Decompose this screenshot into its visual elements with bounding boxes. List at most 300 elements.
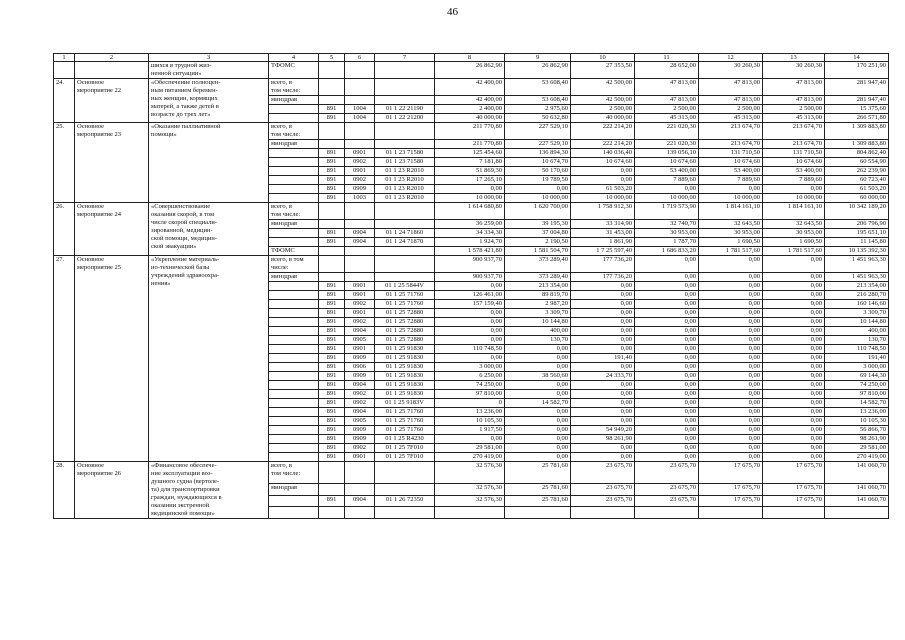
activity-description: «Обеспечение полноцен- ным питанием беремен- ных женщин, кормящих матерей, а также детей в возрасте до трех лет» <box>149 79 269 123</box>
year-value-cell: 0,00 <box>635 345 699 354</box>
year-value-cell: 0,00 <box>435 336 505 345</box>
year-value-cell: 2 975,60 <box>505 105 571 114</box>
year-value-cell: 2 987,20 <box>505 300 571 309</box>
grbs-code: 891 <box>319 194 345 203</box>
funding-source: всего, в том числе: <box>269 256 319 273</box>
funding-source <box>269 372 319 381</box>
funding-source <box>269 426 319 435</box>
year-value-cell: 42 400,00 <box>435 96 505 105</box>
year-value-cell: 130,70 <box>505 336 571 345</box>
year-value-cell: 40 000,00 <box>571 114 635 123</box>
table-header <box>54 54 889 62</box>
year-value-cell: 98 261,90 <box>571 435 635 444</box>
year-value-cell: 0,00 <box>571 336 635 345</box>
section-code <box>345 220 375 229</box>
grbs-code: 891 <box>319 435 345 444</box>
year-value-cell: 17 675,70 <box>699 462 763 484</box>
total-cell: 1 309 883,80 <box>825 123 889 140</box>
total-cell: 195 651,10 <box>825 229 889 238</box>
year-value-cell: 0,00 <box>571 282 635 291</box>
year-value-cell: 13 236,00 <box>435 408 505 417</box>
year-value-cell: 0,00 <box>699 453 763 462</box>
year-value-cell: 0,00 <box>699 291 763 300</box>
grbs-code: 891 <box>319 390 345 399</box>
year-value-cell: 0 <box>435 399 505 408</box>
year-value-cell: 39 195,30 <box>505 220 571 229</box>
year-value-cell: 23 675,70 <box>635 462 699 484</box>
target-article-code <box>375 256 435 273</box>
activity-description: «Оказание паллиативной помощи» <box>149 123 269 203</box>
section-code: 0902 <box>345 176 375 185</box>
year-value-cell: 50 170,60 <box>505 167 571 176</box>
year-value-cell: 17 675,70 <box>699 495 763 507</box>
funding-source <box>269 381 319 390</box>
year-value-cell: 0,00 <box>571 390 635 399</box>
total-cell: 3 309,70 <box>825 309 889 318</box>
total-cell: 160 146,60 <box>825 300 889 309</box>
year-value-cell: 0,00 <box>571 300 635 309</box>
section-code: 0901 <box>345 149 375 158</box>
year-value-cell: 1 781 517,60 <box>763 247 825 256</box>
year-value-cell: 213 674,70 <box>763 140 825 149</box>
year-value-cell: 131 710,50 <box>699 149 763 158</box>
year-value-cell: 10 674,60 <box>763 158 825 167</box>
year-value-cell: 0,00 <box>635 435 699 444</box>
section-code: 0909 <box>345 435 375 444</box>
year-value-cell: 1 690,50 <box>763 238 825 247</box>
year-value-cell: 17 675,70 <box>763 495 825 507</box>
funding-source: всего, в том числе: <box>269 79 319 96</box>
grbs-code <box>319 140 345 149</box>
grbs-code <box>319 484 345 496</box>
target-article-code: 01 1 25 R4230 <box>375 435 435 444</box>
year-value-cell: 0,00 <box>635 318 699 327</box>
year-value-cell: 0,00 <box>635 426 699 435</box>
year-value-cell: 33 314,90 <box>571 220 635 229</box>
grbs-code: 891 <box>319 114 345 123</box>
total-cell: 141 060,70 <box>825 462 889 484</box>
section-code: 0904 <box>345 408 375 417</box>
column-header-12: 12 <box>699 54 763 62</box>
year-value-cell: 17 265,10 <box>435 176 505 185</box>
year-value-cell: 53 400,00 <box>699 167 763 176</box>
year-value-cell: 1 620 700,00 <box>505 203 571 220</box>
year-value-cell: 0,00 <box>505 390 571 399</box>
section-code <box>345 484 375 496</box>
total-cell: 10 135 392,30 <box>825 247 889 256</box>
year-value-cell: 211 770,80 <box>435 123 505 140</box>
year-value-cell: 45 313,00 <box>635 114 699 123</box>
year-value-cell: 0,00 <box>505 444 571 453</box>
year-value-cell: 0,00 <box>505 345 571 354</box>
year-value-cell: 42 400,00 <box>435 79 505 96</box>
year-value-cell: 0,00 <box>699 336 763 345</box>
column-header-9: 9 <box>505 54 571 62</box>
year-value-cell: 0,00 <box>699 444 763 453</box>
year-value-cell: 32 643,50 <box>763 220 825 229</box>
row-number: 27. <box>54 256 75 462</box>
year-value-cell: 24 333,70 <box>571 372 635 381</box>
target-article-code: 01 1 25 91830 <box>375 363 435 372</box>
column-header-10: 10 <box>571 54 635 62</box>
year-value-cell: 0,00 <box>635 372 699 381</box>
year-value-cell: 0,00 <box>635 273 699 282</box>
year-value-cell: 0,00 <box>635 256 699 273</box>
funding-source <box>269 238 319 247</box>
year-value-cell: 222 214,20 <box>571 123 635 140</box>
total-cell: 270 419,00 <box>825 453 889 462</box>
year-value-cell: 0,00 <box>763 291 825 300</box>
activity-name: Основное мероприятие 22 <box>75 79 149 123</box>
activity-description: «Совершенствование оказания скорой, в том числе скорой специали- зированной, медицин- ской помощи, медицин- ской эвакуации» <box>149 203 269 256</box>
target-article-code <box>375 462 435 484</box>
grbs-code: 891 <box>319 158 345 167</box>
year-value-cell: 10 000,00 <box>699 194 763 203</box>
grbs-code: 891 <box>319 149 345 158</box>
year-value-cell: 0,00 <box>763 282 825 291</box>
year-value-cell: 0,00 <box>763 345 825 354</box>
target-article-code <box>375 79 435 96</box>
year-value-cell: 1 814 161,10 <box>763 203 825 220</box>
activity-description: шихся в трудной жиз- ненной ситуации» <box>149 62 269 79</box>
year-value-cell: 36 259,00 <box>435 220 505 229</box>
year-value-cell: 1 614 680,80 <box>435 203 505 220</box>
grbs-code <box>319 203 345 220</box>
year-value-cell: 51 869,30 <box>435 167 505 176</box>
year-value-cell: 1 581 504,70 <box>505 247 571 256</box>
year-value-cell: 0,00 <box>505 426 571 435</box>
year-value-cell: 211 770,80 <box>435 140 505 149</box>
target-article-code: 01 1 25 72880 <box>375 318 435 327</box>
year-value-cell <box>505 507 571 519</box>
funding-source: минздрав <box>269 484 319 496</box>
total-cell: 10 144,80 <box>825 318 889 327</box>
target-article-code: 01 1 25 71760 <box>375 426 435 435</box>
funding-source <box>269 453 319 462</box>
year-value-cell: 0,00 <box>635 408 699 417</box>
grbs-code <box>319 256 345 273</box>
grbs-code: 891 <box>319 336 345 345</box>
funding-source: всего, в том числе: <box>269 123 319 140</box>
grbs-code: 891 <box>319 309 345 318</box>
target-article-code <box>375 484 435 496</box>
grbs-code: 891 <box>319 229 345 238</box>
year-value-cell: 54 949,20 <box>571 426 635 435</box>
year-value-cell: 1 719 573,90 <box>635 203 699 220</box>
funding-source: минздрав <box>269 96 319 105</box>
year-value-cell: 0,00 <box>763 256 825 273</box>
year-value-cell: 45 313,00 <box>699 114 763 123</box>
year-value-cell: 0,00 <box>435 309 505 318</box>
year-value-cell: 0,00 <box>699 426 763 435</box>
grbs-code <box>319 273 345 282</box>
section-code: 0902 <box>345 158 375 167</box>
grbs-code: 891 <box>319 417 345 426</box>
column-header-14: 14 <box>825 54 889 62</box>
target-article-code: 01 1 23 R2010 <box>375 185 435 194</box>
section-code: 0904 <box>345 327 375 336</box>
year-value-cell: 0,00 <box>635 291 699 300</box>
year-value-cell: 0,00 <box>571 176 635 185</box>
section-code <box>345 256 375 273</box>
row-number: 24. <box>54 79 75 123</box>
target-article-code: 01 1 23 R2010 <box>375 194 435 203</box>
year-value-cell: 0,00 <box>571 417 635 426</box>
section-code: 0901 <box>345 291 375 300</box>
year-value-cell: 10 674,60 <box>635 158 699 167</box>
year-value-cell: 0,00 <box>763 390 825 399</box>
year-value-cell: 6 250,00 <box>435 372 505 381</box>
funding-source <box>269 300 319 309</box>
year-value-cell: 0,00 <box>635 309 699 318</box>
section-code: 0905 <box>345 417 375 426</box>
year-value-cell: 38 560,60 <box>505 372 571 381</box>
year-value-cell: 0,00 <box>435 318 505 327</box>
grbs-code <box>319 79 345 96</box>
year-value-cell: 0,00 <box>635 282 699 291</box>
section-code: 0902 <box>345 390 375 399</box>
target-article-code: 01 1 25 71760 <box>375 300 435 309</box>
year-value-cell: 2 190,50 <box>505 238 571 247</box>
year-value-cell: 7 889,60 <box>699 176 763 185</box>
year-value-cell: 1 924,70 <box>435 238 505 247</box>
row-number: 26. <box>54 203 75 256</box>
grbs-code <box>319 96 345 105</box>
year-value-cell: 32 740,70 <box>635 220 699 229</box>
year-value-cell: 0,00 <box>635 327 699 336</box>
target-article-code: 01 1 25 91830 <box>375 390 435 399</box>
year-value-cell: 177 736,20 <box>571 256 635 273</box>
year-value-cell: 0,00 <box>635 417 699 426</box>
year-value-cell: 23 675,70 <box>635 495 699 507</box>
funding-source <box>269 390 319 399</box>
year-value-cell: 213 354,00 <box>505 282 571 291</box>
year-value-cell: 89 819,70 <box>505 291 571 300</box>
year-value-cell: 0,00 <box>699 390 763 399</box>
year-value-cell <box>435 507 505 519</box>
total-cell: 130,70 <box>825 336 889 345</box>
target-article-code: 01 1 23 71580 <box>375 149 435 158</box>
funding-source <box>269 229 319 238</box>
year-value-cell: 0,00 <box>699 282 763 291</box>
year-value-cell: 0,00 <box>571 408 635 417</box>
total-cell: 1 451 963,30 <box>825 256 889 273</box>
year-value-cell: 25 781,60 <box>505 495 571 507</box>
column-header-8: 8 <box>435 54 505 62</box>
year-value-cell <box>635 507 699 519</box>
total-cell: 11 145,80 <box>825 238 889 247</box>
year-value-cell: 0,00 <box>699 318 763 327</box>
funding-source <box>269 495 319 507</box>
year-value-cell: 0,00 <box>699 372 763 381</box>
year-value-cell: 1 578 421,80 <box>435 247 505 256</box>
year-value-cell: 10 000,00 <box>435 194 505 203</box>
year-value-cell: 25 781,60 <box>505 484 571 496</box>
funding-source <box>269 318 319 327</box>
grbs-code: 891 <box>319 167 345 176</box>
activity-name: Основное мероприятие 26 <box>75 462 149 519</box>
grbs-code: 891 <box>319 408 345 417</box>
funding-source <box>269 291 319 300</box>
row-number: 25. <box>54 123 75 203</box>
year-value-cell: 191,40 <box>571 354 635 363</box>
year-value-cell: 900 937,70 <box>435 273 505 282</box>
column-header-13: 13 <box>763 54 825 62</box>
year-value-cell: 126 461,00 <box>435 291 505 300</box>
target-article-code: 01 1 25 71760 <box>375 417 435 426</box>
table-row <box>54 123 889 140</box>
activity-name: Основное мероприятие 24 <box>75 203 149 256</box>
grbs-code: 891 <box>319 495 345 507</box>
year-value-cell: 0,00 <box>699 363 763 372</box>
year-value-cell: 136 894,30 <box>505 149 571 158</box>
year-value-cell: 900 937,70 <box>435 256 505 273</box>
year-value-cell: 0,00 <box>635 453 699 462</box>
grbs-code: 891 <box>319 327 345 336</box>
year-value-cell: 0,00 <box>699 435 763 444</box>
year-value-cell: 0,00 <box>505 435 571 444</box>
year-value-cell: 0,00 <box>635 363 699 372</box>
year-value-cell: 0,00 <box>699 256 763 273</box>
column-header-5: 5 <box>319 54 345 62</box>
target-article-code: 01 1 25 5844V <box>375 282 435 291</box>
total-cell: 29 581,00 <box>825 444 889 453</box>
target-article-code: 01 1 25 71760 <box>375 291 435 300</box>
section-code: 0904 <box>345 238 375 247</box>
row-number: 28. <box>54 462 75 519</box>
year-value-cell: 0,00 <box>763 408 825 417</box>
year-value-cell: 0,00 <box>763 318 825 327</box>
year-value-cell: 0,00 <box>763 372 825 381</box>
column-header-11: 11 <box>635 54 699 62</box>
year-value-cell: 0,00 <box>763 354 825 363</box>
grbs-code: 891 <box>319 381 345 390</box>
year-value-cell: 0,00 <box>763 399 825 408</box>
total-cell: 56 866,70 <box>825 426 889 435</box>
year-value-cell: 3 000,00 <box>435 363 505 372</box>
year-value-cell: 0,00 <box>635 300 699 309</box>
year-value-cell: 42 500,00 <box>571 79 635 96</box>
column-header-4: 4 <box>269 54 319 62</box>
grbs-code: 891 <box>319 363 345 372</box>
funding-source: минздрав <box>269 273 319 282</box>
year-value-cell: 221 020,30 <box>635 123 699 140</box>
year-value-cell: 1 917,50 <box>435 426 505 435</box>
section-code: 0905 <box>345 336 375 345</box>
year-value-cell: 37 004,80 <box>505 229 571 238</box>
year-value-cell: 50 632,80 <box>505 114 571 123</box>
year-value-cell: 157 159,40 <box>435 300 505 309</box>
grbs-code <box>319 220 345 229</box>
total-cell: 3 000,00 <box>825 363 889 372</box>
year-value-cell: 10 674,70 <box>505 158 571 167</box>
year-value-cell: 0,00 <box>505 185 571 194</box>
year-value-cell: 0,00 <box>505 417 571 426</box>
funding-source: всего, в том числе: <box>269 203 319 220</box>
year-value-cell: 0,00 <box>763 273 825 282</box>
year-value-cell: 0,00 <box>763 327 825 336</box>
year-value-cell: 53 608,40 <box>505 96 571 105</box>
section-code: 0909 <box>345 372 375 381</box>
year-value-cell: 1 814 161,10 <box>699 203 763 220</box>
year-value-cell: 30 953,00 <box>635 229 699 238</box>
target-article-code <box>375 273 435 282</box>
target-article-code: 01 1 25 91830 <box>375 381 435 390</box>
funding-source <box>269 105 319 114</box>
year-value-cell: 47 813,00 <box>635 79 699 96</box>
row-number <box>54 62 75 79</box>
target-article-code <box>375 203 435 220</box>
total-cell <box>825 507 889 519</box>
table-row <box>54 62 889 79</box>
year-value-cell: 26 862,90 <box>505 62 571 79</box>
year-value-cell: 10 000,00 <box>505 194 571 203</box>
section-code: 1003 <box>345 194 375 203</box>
grbs-code: 891 <box>319 300 345 309</box>
year-value-cell: 0,00 <box>763 417 825 426</box>
year-value-cell: 23 675,70 <box>635 484 699 496</box>
total-cell: 60 000,00 <box>825 194 889 203</box>
target-article-code: 01 1 25 91830 <box>375 354 435 363</box>
total-cell: 10 342 189,20 <box>825 203 889 220</box>
funding-source <box>269 336 319 345</box>
section-code: 0901 <box>345 167 375 176</box>
year-value-cell: 97 810,00 <box>435 390 505 399</box>
table-row <box>54 203 889 220</box>
year-value-cell: 2 500,00 <box>635 105 699 114</box>
section-code: 1004 <box>345 114 375 123</box>
total-cell: 191,40 <box>825 354 889 363</box>
year-value-cell: 222 214,20 <box>571 140 635 149</box>
target-article-code: 01 1 24 71870 <box>375 238 435 247</box>
year-value-cell: 0,00 <box>571 381 635 390</box>
section-code <box>345 123 375 140</box>
grbs-code: 891 <box>319 399 345 408</box>
total-cell: 60 554,90 <box>825 158 889 167</box>
year-value-cell: 213 674,70 <box>763 123 825 140</box>
grbs-code <box>319 62 345 79</box>
section-code: 0902 <box>345 444 375 453</box>
year-value-cell: 31 453,00 <box>571 229 635 238</box>
year-value-cell: 110 748,50 <box>435 345 505 354</box>
year-value-cell <box>571 507 635 519</box>
year-value-cell: 2 500,00 <box>699 105 763 114</box>
year-value-cell: 2 400,00 <box>435 105 505 114</box>
funding-source <box>269 114 319 123</box>
year-value-cell: 140 036,40 <box>571 149 635 158</box>
section-code: 0901 <box>345 309 375 318</box>
year-value-cell: 47 813,00 <box>763 79 825 96</box>
total-cell: 13 236,00 <box>825 408 889 417</box>
target-article-code: 01 1 25 72880 <box>375 336 435 345</box>
activity-description: «Финансовое обеспече- ние эксплуатации воз- душного судна (вертоле- та) для транспортировки граждан, нуждающихся в оказании экстренной медицинской помощи» <box>149 462 269 519</box>
year-value-cell: 0,00 <box>435 327 505 336</box>
funding-source <box>269 417 319 426</box>
total-cell: 141 060,70 <box>825 484 889 496</box>
grbs-code: 891 <box>319 372 345 381</box>
year-value-cell: 30 953,00 <box>699 229 763 238</box>
year-value-cell: 14 582,70 <box>505 399 571 408</box>
target-article-code <box>375 220 435 229</box>
year-value-cell: 125 454,60 <box>435 149 505 158</box>
year-value-cell: 30 260,30 <box>699 62 763 79</box>
target-article-code: 01 1 25 72880 <box>375 327 435 336</box>
year-value-cell: 10 674,60 <box>699 158 763 167</box>
section-code: 0906 <box>345 363 375 372</box>
year-value-cell: 26 862,90 <box>435 62 505 79</box>
section-code: 1004 <box>345 105 375 114</box>
target-article-code: 01 1 25 71760 <box>375 408 435 417</box>
